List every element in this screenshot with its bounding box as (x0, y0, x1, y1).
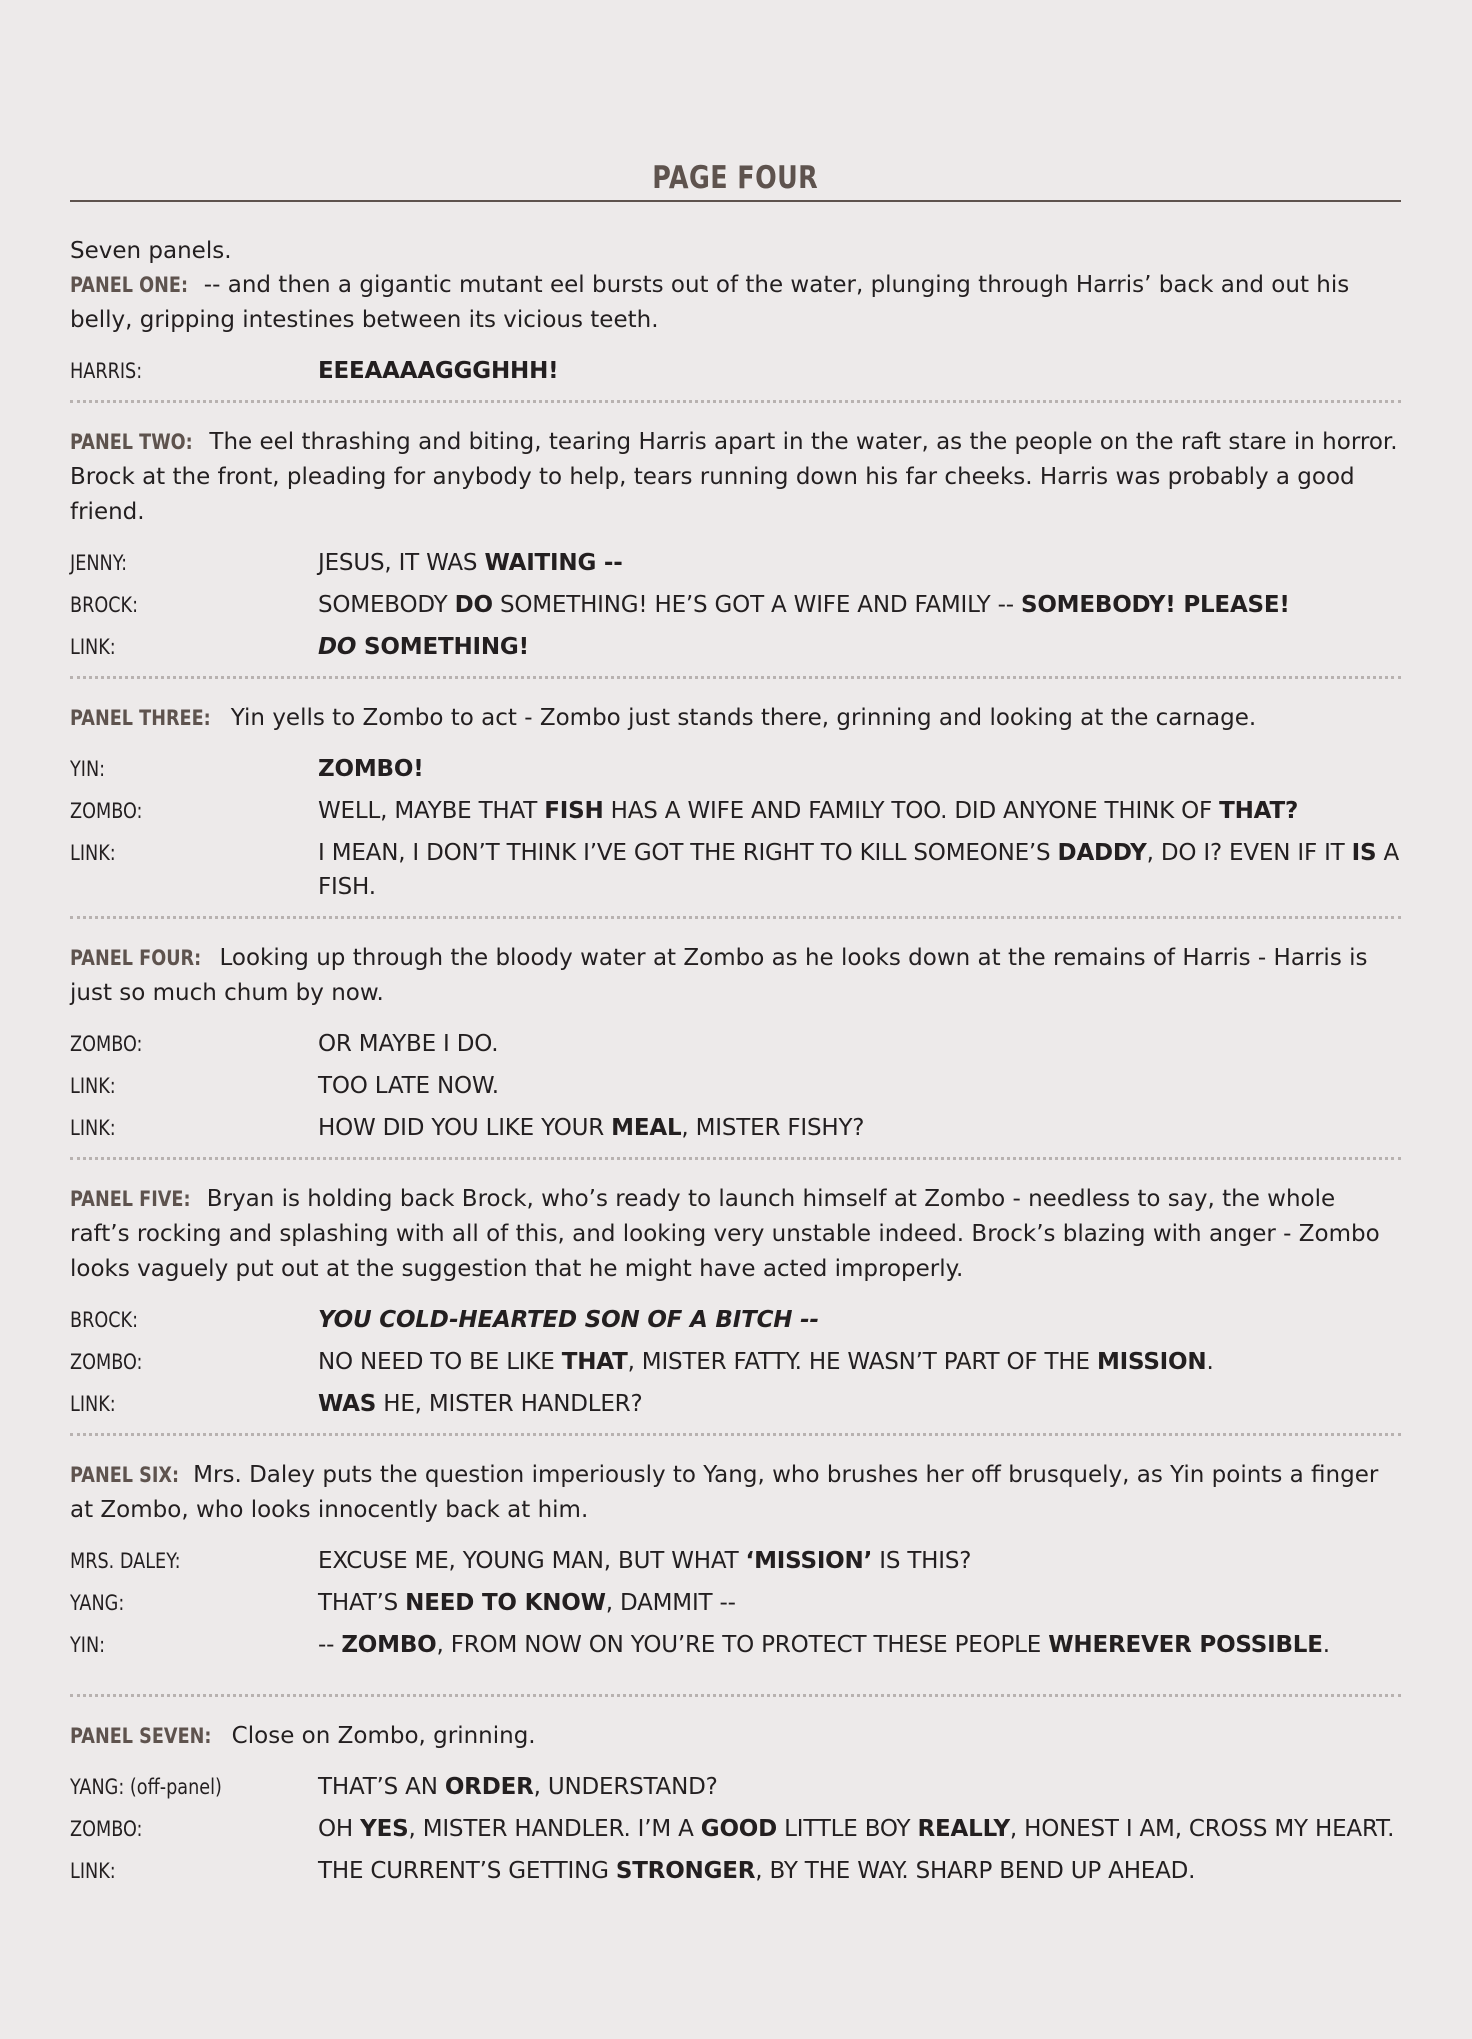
panel-count-intro: Seven panels. (70, 238, 232, 264)
panel-divider (70, 1694, 1401, 1697)
dialogue-line (70, 1069, 1401, 1103)
speaker-label: LINK: (70, 1074, 116, 1098)
speaker-name (70, 1586, 318, 1620)
panel-divider (70, 1433, 1401, 1436)
speaker-label: LINK: (70, 1116, 116, 1140)
panel-description (70, 268, 1401, 338)
speaker-name (70, 1303, 318, 1337)
dialogue-segment: TOO LATE NOW. (318, 1073, 499, 1099)
speaker-name (70, 752, 318, 786)
panel-label: PANEL FIVE: (70, 1187, 191, 1211)
dialogue-emphasis: ORDER (444, 1774, 534, 1800)
speaker-label: LINK: (70, 1392, 116, 1416)
dialogue-emphasis: FISH (544, 798, 604, 824)
dialogue-segment: THAT’S AN (318, 1774, 445, 1800)
page-header (70, 160, 1401, 202)
dialogue-segment: , MISTER HANDLER. I’M A (408, 1816, 701, 1842)
dialogue-list (70, 354, 1401, 388)
speaker-label: BROCK: (70, 1308, 139, 1332)
dialogue-text (318, 1387, 1401, 1421)
dialogue-segment: OH (318, 1816, 361, 1842)
speaker-name (70, 588, 318, 622)
dialogue-segment: EXCUSE ME, YOUNG MAN, BUT WHAT (318, 1548, 746, 1574)
dialogue-text (318, 1812, 1401, 1846)
panel-5 (70, 1182, 1401, 1421)
dialogue-text (318, 630, 1401, 664)
dialogue-segment: , HONEST I AM, CROSS MY HEART. (1009, 1816, 1395, 1842)
dialogue-segment: A FISH. (318, 840, 1400, 900)
speaker-label: LINK: (70, 1859, 116, 1883)
dialogue-line (70, 836, 1401, 904)
panel-description-text: Close on Zombo, grinning. (224, 1723, 536, 1749)
panel-label: PANEL ONE: (70, 273, 189, 297)
speaker-name (70, 836, 318, 904)
dialogue-segment: LITTLE BOY (777, 1816, 918, 1842)
dialogue-segment: HOW DID YOU LIKE YOUR (318, 1115, 612, 1141)
speaker-label: ZOMBO: (70, 1350, 143, 1374)
dialogue-emphasis: DO (318, 634, 357, 660)
dialogue-list (70, 1770, 1401, 1888)
dialogue-text (318, 546, 1401, 580)
panel-description-text: Bryan is holding back Brock, who’s ready to launch himself at Zombo - needless to say, the whole raft’s rocking and splashing with all of this, and looking very unstable indeed. Brock’s blazing with anger - Zombo looks vaguely put out at the suggestion that he might have acted improperly. (70, 1186, 1380, 1282)
speaker-label: LINK: (70, 841, 116, 865)
dialogue-emphasis: WAS (318, 1391, 377, 1417)
dialogue-emphasis: ZOMBO! (318, 756, 424, 782)
dialogue-segment: OR MAYBE I DO. (318, 1031, 499, 1057)
dialogue-text (318, 588, 1401, 622)
dialogue-text (318, 1069, 1401, 1103)
dialogue-segment: IS THIS? (872, 1548, 972, 1574)
speaker-name (70, 1854, 318, 1888)
speaker-name (70, 1544, 318, 1578)
dialogue-segment: , MISTER FATTY. HE WASN’T PART OF THE (627, 1349, 1097, 1375)
dialogue-text (318, 1770, 1401, 1804)
dialogue-segment: HAS A WIFE AND FAMILY TOO. DID ANYONE THINK OF (603, 798, 1220, 824)
speaker-name (70, 1387, 318, 1421)
script-body (70, 234, 1401, 1896)
dialogue-emphasis: THAT? (1219, 798, 1299, 824)
dialogue-emphasis: MISSION (1096, 1349, 1207, 1375)
dialogue-line (70, 1854, 1401, 1888)
dialogue-text (318, 1027, 1401, 1061)
dialogue-list (70, 1027, 1401, 1145)
dialogue-line (70, 1544, 1401, 1578)
speaker-name (70, 630, 318, 664)
dialogue-text (318, 1544, 1401, 1578)
speaker-label: YIN: (70, 757, 106, 781)
dialogue-text (318, 752, 1401, 786)
dialogue-segment: , DO I? EVEN IF IT (1146, 840, 1352, 866)
panel-divider (70, 1157, 1401, 1160)
panel-description (70, 941, 1401, 1011)
panel-divider (70, 400, 1401, 403)
dialogue-list (70, 546, 1401, 664)
panel-description-text: Yin yells to Zombo to act - Zombo just stands there, grinning and looking at the carnage. (223, 705, 1257, 731)
speaker-label: HARRIS: (70, 359, 143, 383)
dialogue-segment: , MISTER FISHY? (681, 1115, 865, 1141)
speaker-label: YIN: (70, 1633, 106, 1657)
speaker-label: MRS. DALEY: (70, 1549, 181, 1573)
dialogue-emphasis: DADDY (1057, 840, 1147, 866)
speaker-name (70, 546, 318, 580)
speaker-name (70, 1812, 318, 1846)
speaker-label: JENNY: (70, 551, 128, 575)
speaker-label: LINK: (70, 635, 116, 659)
panel-description (70, 1182, 1401, 1287)
dialogue-segment: JESUS, IT WAS (318, 550, 485, 576)
panel-7 (70, 1719, 1401, 1888)
dialogue-emphasis: DO (454, 592, 493, 618)
dialogue-emphasis: STRONGER (615, 1858, 756, 1884)
dialogue-text (318, 1628, 1401, 1662)
dialogue-segment: , FROM NOW ON YOU’RE TO PROTECT THESE PEOPLE (436, 1632, 1049, 1658)
dialogue-segment: . (1322, 1632, 1330, 1658)
dialogue-emphasis: GOOD (700, 1816, 778, 1842)
speaker-name (70, 1027, 318, 1061)
dialogue-emphasis: NEED TO KNOW (405, 1590, 606, 1616)
dialogue-segment: -- (318, 1632, 342, 1658)
dialogue-segment: HE, MISTER HANDLER? (376, 1391, 643, 1417)
dialogue-segment: . (1206, 1349, 1214, 1375)
panel-3 (70, 701, 1401, 904)
dialogue-text (318, 354, 1401, 388)
dialogue-text (318, 1303, 1401, 1337)
dialogue-segment: SOMETHING! HE’S GOT A WIFE AND FAMILY -- (492, 592, 1021, 618)
panel-1 (70, 268, 1401, 388)
dialogue-emphasis: YOU COLD-HEARTED SON OF A BITCH -- (318, 1307, 819, 1333)
speaker-name (70, 794, 318, 828)
dialogue-segment: , BY THE WAY. SHARP BEND UP AHEAD. (755, 1858, 1196, 1884)
dialogue-segment: I MEAN, I DON’T THINK I’VE GOT THE RIGHT TO KILL SOMEONE’S (318, 840, 1058, 866)
dialogue-line (70, 1111, 1401, 1145)
dialogue-line (70, 1027, 1401, 1061)
dialogue-emphasis: EEEAAAAGGGHHH! (318, 358, 559, 384)
speaker-label: ZOMBO: (70, 1817, 143, 1841)
dialogue-line (70, 546, 1401, 580)
dialogue-line (70, 752, 1401, 786)
speaker-name (70, 1069, 318, 1103)
panel-description-text: Mrs. Daley puts the question imperiously to Yang, who brushes her off brusquely, as Yin points a finger at Zombo, who looks innocently back at him. (70, 1462, 1379, 1523)
panel-description (70, 1458, 1401, 1528)
dialogue-segment: , DAMMIT -- (605, 1590, 736, 1616)
dialogue-emphasis: YES (360, 1816, 409, 1842)
speaker-label: BROCK: (70, 593, 139, 617)
panel-divider (70, 916, 1401, 919)
speaker-name (70, 1628, 318, 1662)
dialogue-segment: SOMEBODY (318, 592, 455, 618)
dialogue-list (70, 1544, 1401, 1662)
speaker-label: YANG: (off-panel) (70, 1775, 222, 1799)
panel-label: PANEL SEVEN: (70, 1724, 212, 1748)
page-title: PAGE FOUR (652, 160, 819, 196)
dialogue-line (70, 1770, 1401, 1804)
dialogue-emphasis: MEAL (611, 1115, 682, 1141)
panel-2 (70, 425, 1401, 664)
panel-label: PANEL THREE: (70, 706, 211, 730)
dialogue-line (70, 1387, 1401, 1421)
dialogue-segment: WELL, MAYBE THAT (318, 798, 545, 824)
dialogue-text (318, 836, 1401, 904)
panel-label: PANEL FOUR: (70, 946, 202, 970)
panel-4 (70, 941, 1401, 1145)
dialogue-emphasis: WHEREVER POSSIBLE (1048, 1632, 1323, 1658)
dialogue-segment: , UNDERSTAND? (533, 1774, 718, 1800)
panel-6 (70, 1458, 1401, 1662)
panel-divider (70, 676, 1401, 679)
panel-description (70, 425, 1401, 530)
dialogue-emphasis: ZOMBO (341, 1632, 437, 1658)
dialogue-emphasis: THAT (561, 1349, 628, 1375)
speaker-label: YANG: (70, 1591, 125, 1615)
dialogue-emphasis: ‘MISSION’ (745, 1548, 873, 1574)
dialogue-line (70, 588, 1401, 622)
dialogue-segment: THE CURRENT’S GETTING (318, 1858, 616, 1884)
dialogue-text (318, 1854, 1401, 1888)
dialogue-emphasis: REALLY (917, 1816, 1010, 1842)
dialogue-emphasis: SOMEBODY! PLEASE! (1020, 592, 1290, 618)
panel-description-text: The eel thrashing and biting, tearing Harris apart in the water, as the people on the raft stare in horror. Brock at the front, pleading for anybody to help, tears running down his far cheeks. Harris was probably a good friend. (70, 429, 1398, 525)
dialogue-line (70, 794, 1401, 828)
dialogue-line (70, 1812, 1401, 1846)
panel-label: PANEL TWO: (70, 430, 193, 454)
dialogue-list (70, 1303, 1401, 1421)
speaker-name (70, 354, 318, 388)
speaker-label: ZOMBO: (70, 799, 143, 823)
dialogue-text (318, 1111, 1401, 1145)
dialogue-line (70, 630, 1401, 664)
dialogue-emphasis: WAITING -- (484, 550, 623, 576)
panel-label: PANEL SIX: (70, 1463, 180, 1487)
dialogue-text (318, 1586, 1401, 1620)
dialogue-list (70, 752, 1401, 904)
speaker-name (70, 1111, 318, 1145)
speaker-label: ZOMBO: (70, 1032, 143, 1056)
dialogue-line (70, 1303, 1401, 1337)
dialogue-emphasis: IS (1351, 840, 1377, 866)
panel-description (70, 1719, 1401, 1754)
speaker-name (70, 1770, 318, 1804)
dialogue-segment: NO NEED TO BE LIKE (318, 1349, 562, 1375)
panel-description-text: Looking up through the bloody water at Zombo as he looks down at the remains of Harris - Harris is just so much chum by now. (70, 945, 1368, 1006)
dialogue-segment: THAT’S (318, 1590, 406, 1616)
panel-description (70, 701, 1401, 736)
dialogue-line (70, 354, 1401, 388)
dialogue-text (318, 1345, 1401, 1379)
dialogue-text (318, 794, 1401, 828)
dialogue-line (70, 1345, 1401, 1379)
dialogue-line (70, 1586, 1401, 1620)
dialogue-emphasis: SOMETHING! (356, 634, 529, 660)
speaker-name (70, 1345, 318, 1379)
panel-description-text: -- and then a gigantic mutant eel bursts out of the water, plunging through Harris’ back and out his belly, gripping intestines between its vicious teeth. (70, 272, 1350, 333)
dialogue-line (70, 1628, 1401, 1662)
